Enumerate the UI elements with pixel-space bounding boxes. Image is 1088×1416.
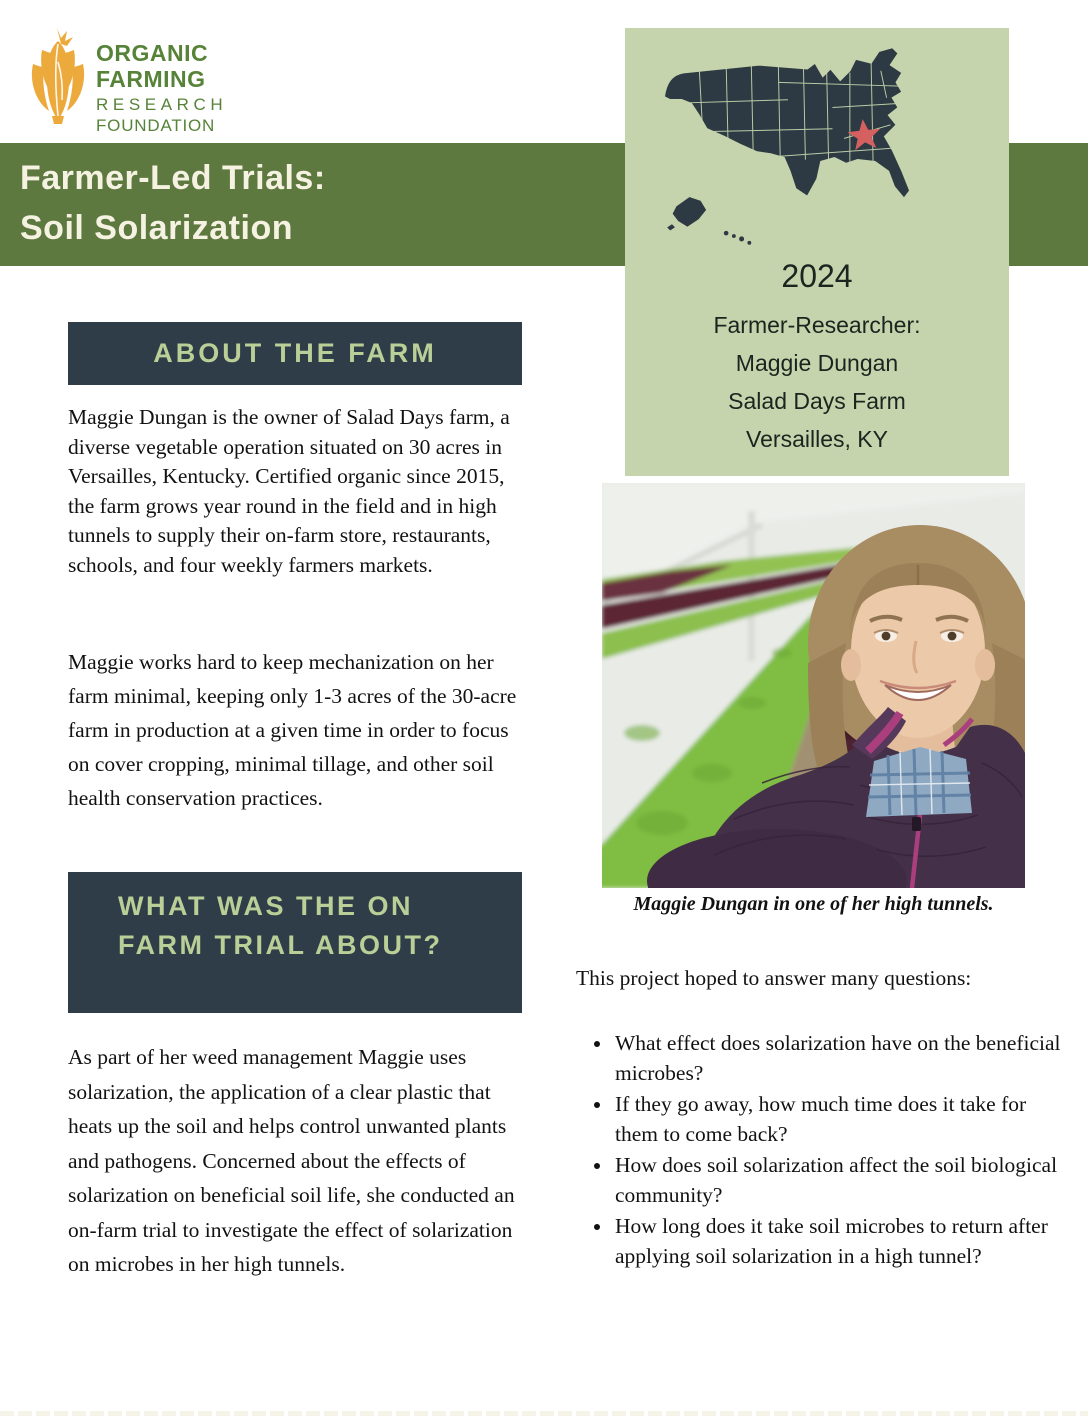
photo-caption: Maggie Dungan in one of her high tunnels. (633, 893, 994, 915)
trial-heading-label: WHAT WAS THE ON FARM TRIAL ABOUT? (118, 891, 443, 960)
logo-word-research: RESEARCH (96, 95, 228, 114)
section-heading-about-the-farm (68, 322, 522, 385)
page-title-line2: Soil Solarization (20, 209, 293, 247)
about-heading-label: ABOUT THE FARM (153, 338, 437, 368)
farmer-researcher-label: Farmer-Researcher: (713, 312, 921, 338)
corn-stalk-icon (26, 28, 90, 124)
farm-name: Salad Days Farm (728, 388, 906, 414)
trial-paragraph: As part of her weed management Maggie uses solarization, the application of a clear plastic that heats up the soil and helps control unwanted plants and pathogens. Concerned about the effects of solarization on beneficial soil life, she conducted an on-farm trial to investigate the effect of solarization on microbes in her high tunnels. (68, 1045, 515, 1276)
logo-word-organic: ORGANIC (96, 40, 209, 66)
us-map-icon (643, 42, 991, 258)
page-title (20, 153, 326, 253)
farmer-info-panel (625, 28, 1009, 476)
farm-photo (602, 483, 1025, 888)
farmer-details (625, 306, 1009, 458)
question-item: • If they go away, how much time does it take for them to come back? (613, 1089, 1065, 1149)
question-item: • What effect does solarization have on the beneficial microbes? (613, 1028, 1065, 1088)
section-heading-trial-about (68, 872, 522, 1013)
questions-list (583, 1028, 1065, 1272)
page-bottom-edge (0, 1411, 1088, 1416)
orff-logo-text (96, 28, 227, 134)
question-item: • How does soil solarization affect the soil biological community? (613, 1150, 1065, 1210)
question-item: • How long does it take soil microbes to return after applying soil solarization in a high tunnel? (613, 1211, 1065, 1271)
about-paragraph-2: Maggie works hard to keep mechanization on her farm minimal, keeping only 1-3 acres of the 30-acre farm in production at a given time in order to focus on cover cropping, minimal tillage, and other soil health conservation practices. (68, 650, 517, 810)
logo-word-foundation: FOUNDATION (96, 116, 216, 135)
about-paragraph-1: Maggie Dungan is the owner of Salad Days farm, a diverse vegetable operation situated on 30 acres in Versailles, Kentucky. Certified organic since 2015, the farm grows year round in the field and in high tunnels to supply their on-farm store, restaurants, schools, and four weekly farmers markets. (68, 405, 510, 577)
farm-location: Versailles, KY (746, 426, 888, 452)
orff-logo (26, 28, 227, 134)
us-map (643, 42, 991, 258)
page-title-line1: Farmer-Led Trials: (20, 159, 326, 197)
trial-year: 2024 (781, 258, 853, 294)
questions-intro: This project hoped to answer many questions: (576, 966, 972, 990)
farmer-name: Maggie Dungan (735, 350, 899, 376)
logo-word-farming: FARMING (96, 66, 206, 92)
